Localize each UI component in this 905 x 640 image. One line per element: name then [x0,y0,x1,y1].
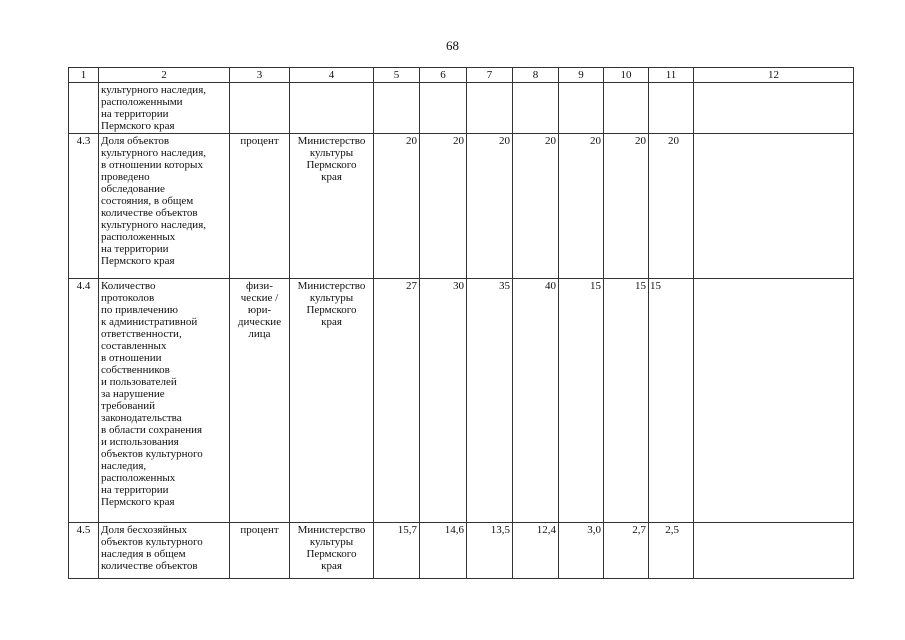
cell-text-line: Количество [101,280,156,292]
cell-text-line: расположенных [101,472,176,484]
cell-text-line: объектов культурного [101,448,203,460]
value-cell [467,83,513,134]
cell-text-line: юри- [247,304,272,316]
cell-text-line: Пермского [306,304,357,316]
cell-text-line: края [321,171,342,183]
cell-text-line: культурного наследия, [101,84,206,96]
header-row [69,68,854,83]
cell-text-line: физи- [246,280,273,292]
header-cell: 9 [559,68,604,83]
cell-text-line: на территории [101,243,169,255]
unit-cell [230,134,290,279]
header-cell: 3 [230,68,290,83]
value-cell [559,83,604,134]
header-cell: 6 [420,68,467,83]
value-cell: 2,7 [604,523,649,579]
cell-text-line: количестве объектов [101,207,198,219]
indicator-name-cell [99,134,230,279]
value-cell [513,83,559,134]
cell-text-line: Пермского [306,548,357,560]
value-cell [649,83,694,134]
row-number-cell: 4.5 [69,523,99,579]
header-cell: 11 [649,68,694,83]
value-cell: 2,5 [649,523,694,579]
value-cell: 15 [559,279,604,523]
cell-text-line: процент [240,135,279,147]
cell-text-line: края [321,560,342,572]
cell-text-line: в отношении [101,352,162,364]
cell-text-line: дические [237,316,282,328]
value-cell: 35 [467,279,513,523]
value-cell [420,83,467,134]
value-cell: 30 [420,279,467,523]
header-cell: 8 [513,68,559,83]
cell-text-line: Министерство [297,280,366,292]
cell-text-line: Министерство [297,524,366,536]
header-cell: 4 [290,68,374,83]
cell-text-line: в области сохранения [101,424,203,436]
row-number-cell [69,83,99,134]
header-cell: 1 [69,68,99,83]
notes-cell [694,523,854,579]
cell-text-line: за нарушение [101,388,165,400]
cell-text-line: ответственности, [101,328,182,340]
notes-cell [694,134,854,279]
value-cell: 20 [467,134,513,279]
cell-text-line: собственников [101,364,170,376]
value-cell: 12,4 [513,523,559,579]
cell-text-line: ческие / [240,292,279,304]
cell-text-line: протоколов [101,292,155,304]
cell-text-line: культуры [309,147,354,159]
header-cell: 7 [467,68,513,83]
value-cell: 20 [559,134,604,279]
cell-text-line: состояния, в общем [101,195,194,207]
cell-text-line: Пермского края [101,255,175,267]
value-cell: 20 [513,134,559,279]
cell-text-line: Пермского края [101,120,175,132]
indicator-name-cell [99,279,230,523]
cell-text-line: Министерство [297,135,366,147]
value-cell: 20 [374,134,420,279]
cell-text-line: проведено [101,171,150,183]
indicator-name-cell [99,523,230,579]
responsible-org-cell [290,523,374,579]
value-cell: 15 [604,279,649,523]
indicators-table [68,67,854,579]
responsible-org-cell [290,134,374,279]
header-cell: 5 [374,68,420,83]
value-cell: 40 [513,279,559,523]
cell-text-line: культуры [309,292,354,304]
cell-text-line: количестве объектов [101,560,198,572]
cell-text-line: процент [240,524,279,536]
value-cell: 3,0 [559,523,604,579]
cell-text-line: обследование [101,183,165,195]
cell-text-line: наследия, [101,460,147,472]
cell-text-line: Доля объектов [101,135,170,147]
value-cell: 15 [649,279,694,523]
header-cell: 2 [99,68,230,83]
table-row [69,523,854,579]
value-cell [604,83,649,134]
cell-text-line: Доля бесхозяйных [101,524,188,536]
cell-text-line: лица [248,328,271,340]
cell-text-line: Пермского края [101,496,175,508]
cell-text-line: наследия в общем [101,548,186,560]
cell-text-line: культурного наследия, [101,147,206,159]
cell-text-line: расположенными [101,96,183,108]
cell-text-line: к административной [101,316,198,328]
header-cell: 10 [604,68,649,83]
cell-text-line: культуры [309,536,354,548]
cell-text-line: и пользователей [101,376,177,388]
value-cell: 20 [604,134,649,279]
table-row [69,279,854,523]
value-cell: 20 [649,134,694,279]
header-cell: 12 [694,68,854,83]
cell-text-line: на территории [101,484,169,496]
notes-cell [694,279,854,523]
value-cell: 14,6 [420,523,467,579]
cell-text-line: на территории [101,108,169,120]
cell-text-line: требований [101,400,156,412]
cell-text-line: объектов культурного [101,536,203,548]
cell-text-line: и использования [101,436,179,448]
unit-cell [230,523,290,579]
responsible-org-cell [290,83,374,134]
page-number: 68 [446,38,459,53]
value-cell: 15,7 [374,523,420,579]
table-body [69,83,854,579]
row-number-cell: 4.3 [69,134,99,279]
cell-text-line: края [321,316,342,328]
value-cell: 27 [374,279,420,523]
cell-text-line: расположенных [101,231,176,243]
responsible-org-cell [290,279,374,523]
cell-text-line: составленных [101,340,167,352]
cell-text-line: законодательства [101,412,182,424]
cell-text-line: в отношении которых [101,159,203,171]
table-row [69,83,854,134]
cell-text-line: культурного наследия, [101,219,206,231]
cell-text-line: Пермского [306,159,357,171]
row-number-cell: 4.4 [69,279,99,523]
notes-cell [694,83,854,134]
unit-cell [230,279,290,523]
indicator-name-cell [99,83,230,134]
unit-cell [230,83,290,134]
value-cell: 20 [420,134,467,279]
cell-text-line: по привлечению [101,304,178,316]
table-row [69,134,854,279]
value-cell [374,83,420,134]
value-cell: 13,5 [467,523,513,579]
